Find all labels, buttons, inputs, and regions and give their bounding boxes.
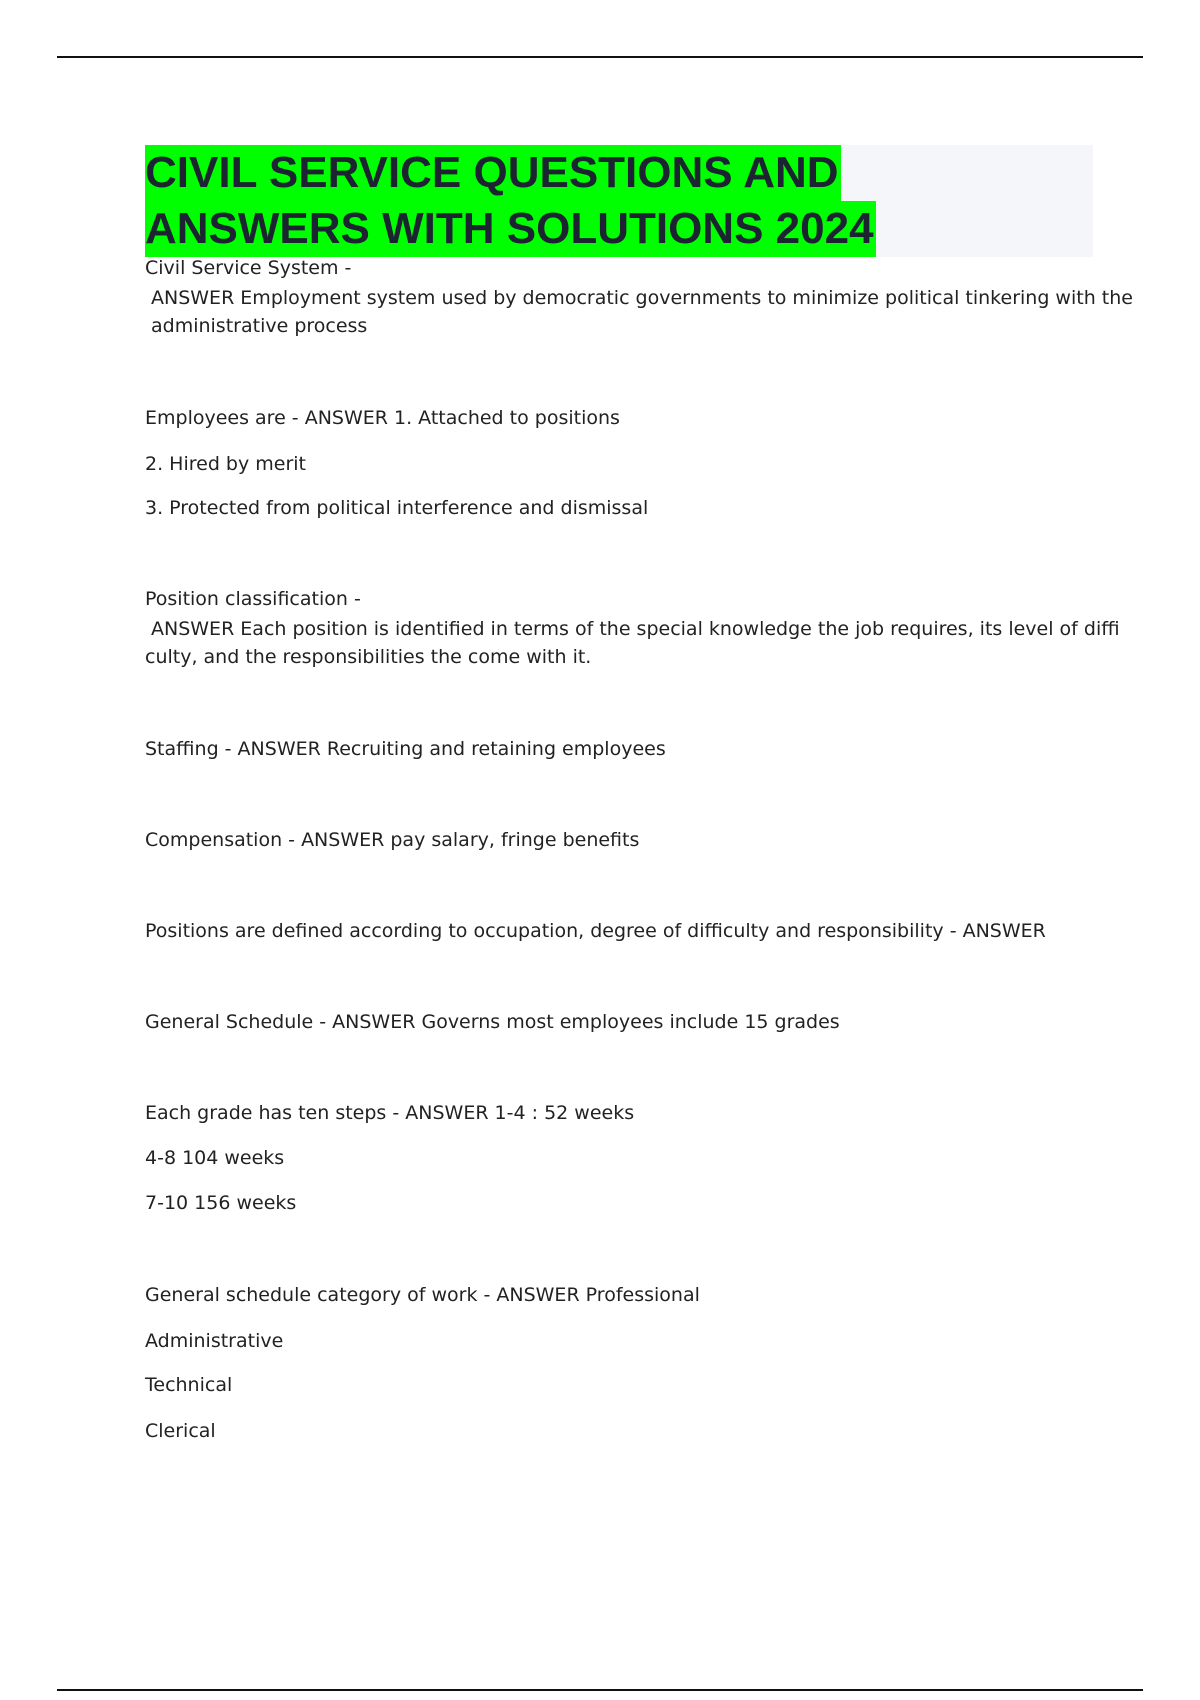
- question-civil-service-system: Civil Service System -: [145, 257, 352, 279]
- answer-hired-by-merit: 2. Hired by merit: [145, 453, 306, 475]
- title-line-1: [145, 145, 841, 201]
- top-rule: [57, 56, 1143, 58]
- question-position-classification: Position classification -: [145, 588, 361, 610]
- answer-position-classification-line-1: ANSWER Each position is identified in terms of the special knowledge the job requires, its level of diffi: [151, 618, 1120, 640]
- answer-clerical: Clerical: [145, 1420, 216, 1442]
- question-each-grade-steps: Each grade has ten steps - ANSWER 1-4 : 52 weeks: [145, 1102, 635, 1124]
- question-category-of-work: General schedule category of work - ANSWER Professional: [145, 1284, 700, 1306]
- bottom-rule: [57, 1689, 1143, 1691]
- question-staffing: Staffing - ANSWER Recruiting and retaining employees: [145, 738, 666, 760]
- answer-civil-service-system-line-1: ANSWER Employment system used by democratic governments to minimize political tinkering with the: [151, 287, 1133, 309]
- answer-steps-4-8: 4-8 104 weeks: [145, 1147, 285, 1169]
- answer-administrative: Administrative: [145, 1330, 284, 1352]
- answer-position-classification-line-2: culty, and the responsibilities the come with it.: [145, 646, 592, 668]
- answer-steps-7-10: 7-10 156 weeks: [145, 1192, 297, 1214]
- title-highlight-2: ANSWERS WITH SOLUTIONS 2024: [145, 201, 876, 257]
- question-general-schedule: General Schedule - ANSWER Governs most employees include 15 grades: [145, 1011, 840, 1033]
- answer-protected: 3. Protected from political interference and dismissal: [145, 497, 649, 519]
- question-compensation: Compensation - ANSWER pay salary, fringe benefits: [145, 829, 640, 851]
- question-positions-defined: Positions are defined according to occupation, degree of difficulty and responsibility - ANSWER: [145, 920, 1046, 942]
- title-line-2: [145, 201, 876, 257]
- answer-technical: Technical: [145, 1374, 233, 1396]
- question-employees-are: Employees are - ANSWER 1. Attached to positions: [145, 407, 620, 429]
- answer-civil-service-system-line-2: administrative process: [151, 315, 368, 337]
- title-highlight-1: CIVIL SERVICE QUESTIONS AND: [145, 145, 841, 201]
- title-block: [145, 145, 1093, 257]
